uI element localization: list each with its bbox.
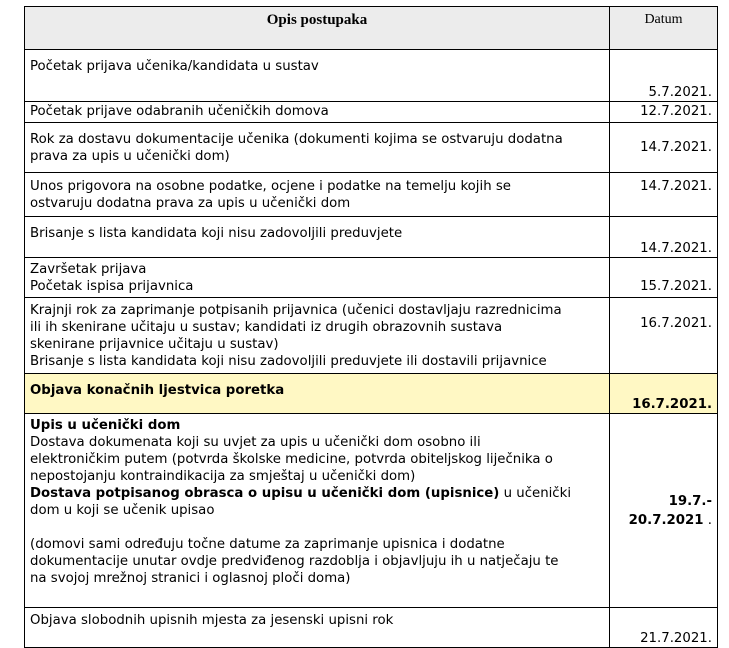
schedule-table bbox=[24, 6, 718, 648]
table-row-highlighted bbox=[25, 374, 718, 414]
table-row bbox=[25, 414, 718, 608]
table-row bbox=[25, 102, 718, 123]
row-description: Unos prigovora na osobne podatke, ocjene i podatke na temelju kojih se ostvaruju dodatna prava za upis u učenički dom bbox=[25, 173, 610, 217]
row-description: Upis u učenički dom Dostava dokumenata koji su uvjet za upis u učenički dom osobno ili elektroničkim putem (potvrda školske medicine, potvrda obiteljskog liječnika o nepostojanju kontraindikacija za smještaj u učenički dom) Dostava potpisanog obrasca o upisu u učenički dom (upisnice) u učenički dom u koji se učenik upisao (domovi sami određuju točne datume za zaprimanje upisnica i dodatne dokumentacije unutar ovdje predviđenog razdoblja i objavljuju ih u natječaju te na svojoj mrežnoj stranici i oglasnoj ploči doma) bbox=[25, 414, 610, 608]
schedule-page bbox=[24, 6, 717, 648]
bold-phrase: Dostava potpisanog obrasca o upisu u učenički dom (upisnice) bbox=[30, 486, 500, 501]
row-date: 12.7.2021. bbox=[610, 102, 718, 123]
row-description: Objava slobodnih upisnih mjesta za jesenski upisni rok bbox=[25, 608, 610, 648]
row-description: Završetak prijava Početak ispisa prijavnica bbox=[25, 258, 610, 298]
row-description: Objava konačnih ljestvica poretka bbox=[25, 374, 610, 414]
row-date: 21.7.2021. bbox=[610, 608, 718, 648]
row-date: 14.7.2021. bbox=[610, 217, 718, 258]
row-date: 16.7.2021. bbox=[610, 298, 718, 374]
table-row bbox=[25, 298, 718, 374]
row-description: Krajnji rok za zaprimanje potpisanih prijavnica (učenici dostavljaju razrednicima ili ih skenirane učitaju u sustav; kandidati iz drugih obrazovnih sustava skenirane prijavnice učitaju u sustav) Brisanje s lista kandidata koji nisu zadovoljili preduvjete ili dostavili prijavnice bbox=[25, 298, 610, 374]
row-description: Rok za dostavu dokumentacije učenika (dokumenti kojima se ostvaruju dodatna prava za upis u učenički dom) bbox=[25, 123, 610, 173]
row-date: 14.7.2021. bbox=[610, 173, 718, 217]
header-date: Datum bbox=[610, 7, 718, 50]
row-description: Početak prijava učenika/kandidata u sustav bbox=[25, 50, 610, 102]
table-row bbox=[25, 173, 718, 217]
row-description: Početak prijave odabranih učeničkih domova bbox=[25, 102, 610, 123]
row-description: Brisanje s lista kandidata koji nisu zadovoljili preduvjete bbox=[25, 217, 610, 258]
table-header-row bbox=[25, 7, 718, 50]
table-row bbox=[25, 217, 718, 258]
row-date: 15.7.2021. bbox=[610, 258, 718, 298]
row-date: 16.7.2021. bbox=[610, 374, 718, 414]
table-row bbox=[25, 123, 718, 173]
row-date: 5.7.2021. bbox=[610, 50, 718, 102]
row-date: 19.7.- 20.7.2021 . bbox=[610, 414, 718, 608]
table-row bbox=[25, 608, 718, 648]
table-row bbox=[25, 50, 718, 102]
table-row bbox=[25, 258, 718, 298]
header-description: Opis postupaka bbox=[25, 7, 610, 50]
row-date: 14.7.2021. bbox=[610, 123, 718, 173]
